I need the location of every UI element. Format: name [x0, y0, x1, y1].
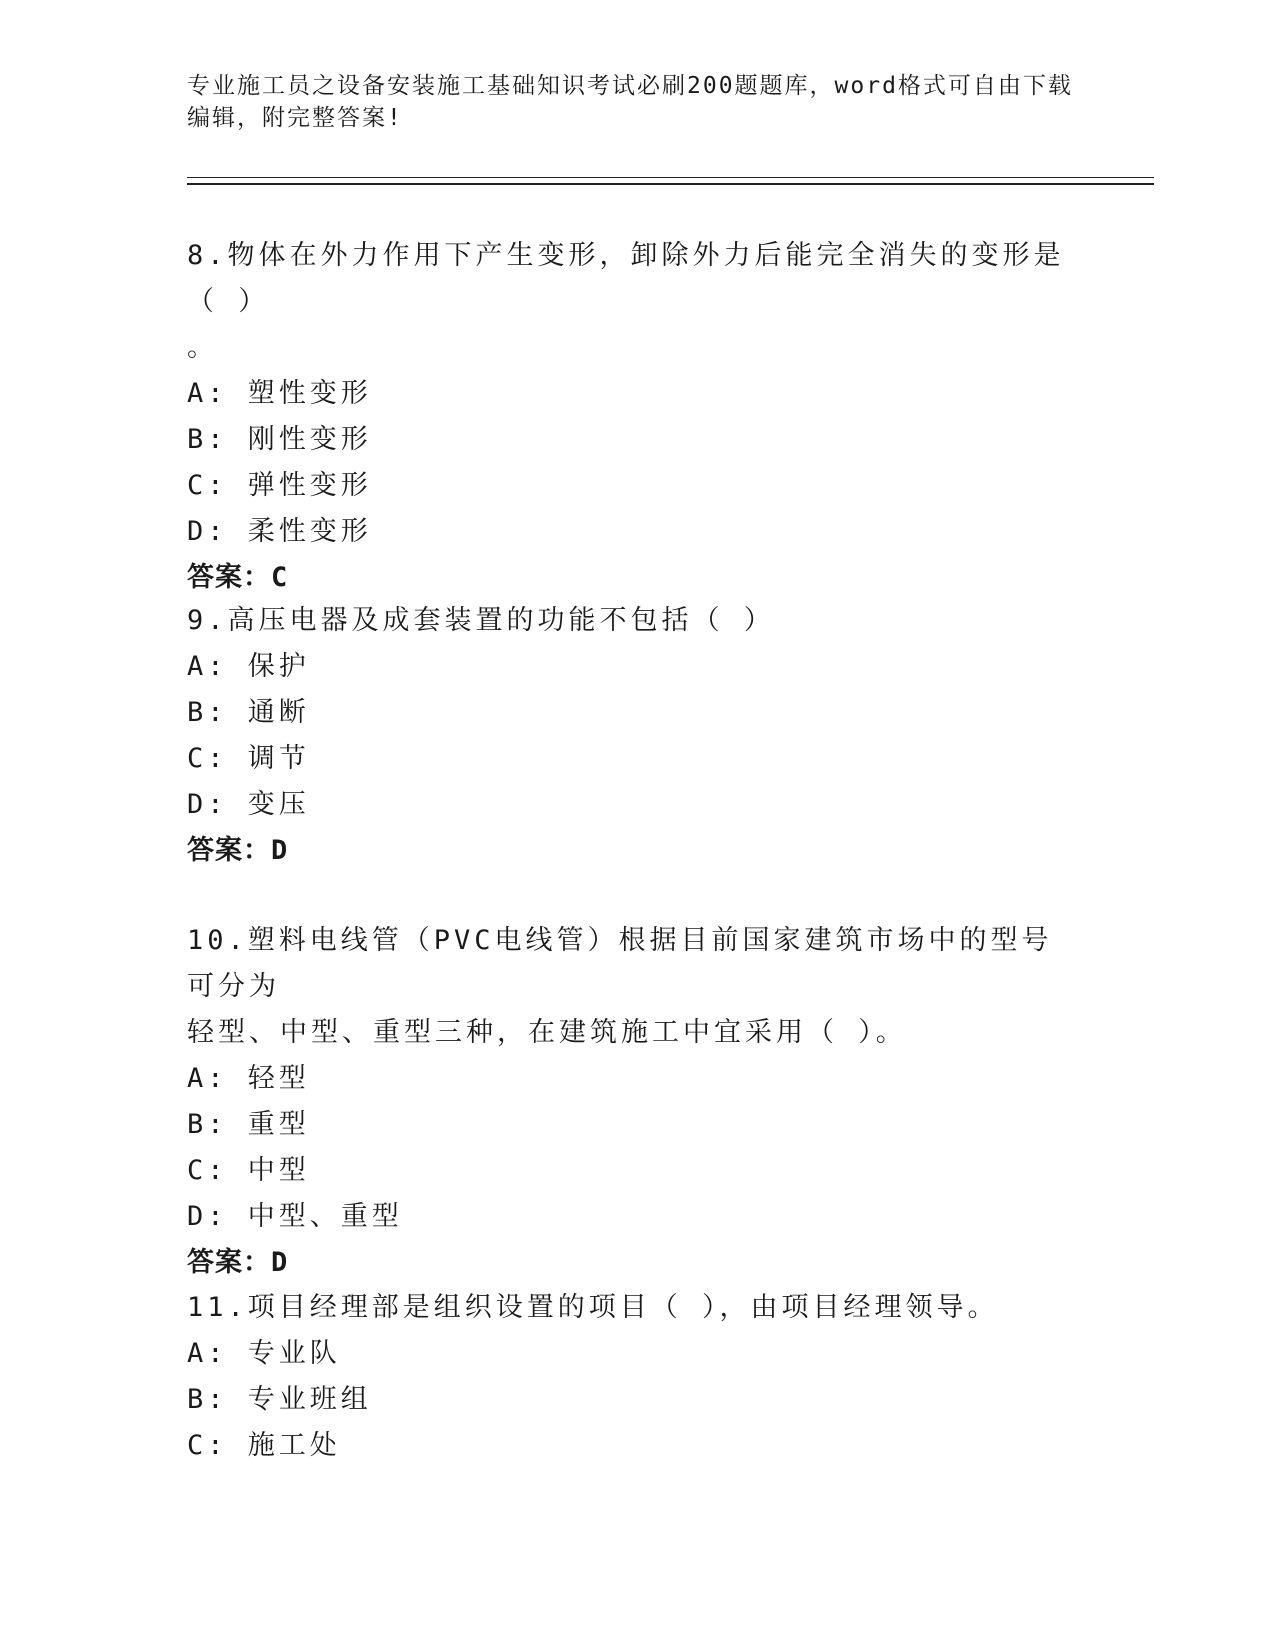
option-d: D: 柔性变形 — [187, 516, 372, 547]
option-c: C: 施工处 — [187, 1430, 341, 1461]
header-line-2: 编辑，附完整答案! — [187, 105, 403, 131]
option-d: D: 中型、重型 — [187, 1201, 403, 1232]
question-10 — [187, 918, 1067, 1286]
option-c: C: 弹性变形 — [187, 470, 372, 501]
option-b: B: 专业班组 — [187, 1384, 372, 1415]
answer: 答案：D — [187, 1247, 289, 1278]
option-b: B: 刚性变形 — [187, 424, 372, 455]
document-header — [187, 70, 1087, 134]
option-c: C: 调节 — [187, 743, 310, 774]
question-stem-continued: 轻型、中型、重型三种，在建筑施工中宜采用（ ）。 — [187, 1017, 907, 1048]
option-a: A: 塑性变形 — [187, 378, 372, 409]
question-stem: 8.物体在外力作用下产生变形，卸除外力后能完全消失的变形是（ ） — [187, 240, 1065, 317]
option-a: A: 轻型 — [187, 1063, 310, 1094]
option-d: D: 变压 — [187, 789, 310, 820]
question-9 — [187, 598, 1067, 874]
question-stem: 9.高压电器及成套装置的功能不包括（ ） — [187, 605, 775, 636]
question-8 — [187, 233, 1067, 601]
header-divider-top — [187, 177, 1154, 178]
question-stem: 11.项目经理部是组织设置的项目（ ），由项目经理领导。 — [187, 1292, 999, 1323]
option-a: A: 保护 — [187, 651, 310, 682]
question-11 — [187, 1285, 1067, 1469]
option-a: A: 专业队 — [187, 1338, 341, 1369]
answer: 答案：C — [187, 562, 289, 593]
option-b: B: 重型 — [187, 1109, 310, 1140]
answer: 答案：D — [187, 835, 289, 866]
header-divider-bottom — [187, 183, 1154, 185]
question-stem: 10.塑料电线管（PVC电线管）根据目前国家建筑市场中的型号可分为 — [187, 925, 1053, 1002]
question-stem-continued: 。 — [187, 332, 218, 363]
option-b: B: 通断 — [187, 697, 310, 728]
header-line-1: 专业施工员之设备安装施工基础知识考试必刷200题题库，word格式可自由下载 — [187, 73, 1073, 99]
option-c: C: 中型 — [187, 1155, 310, 1186]
